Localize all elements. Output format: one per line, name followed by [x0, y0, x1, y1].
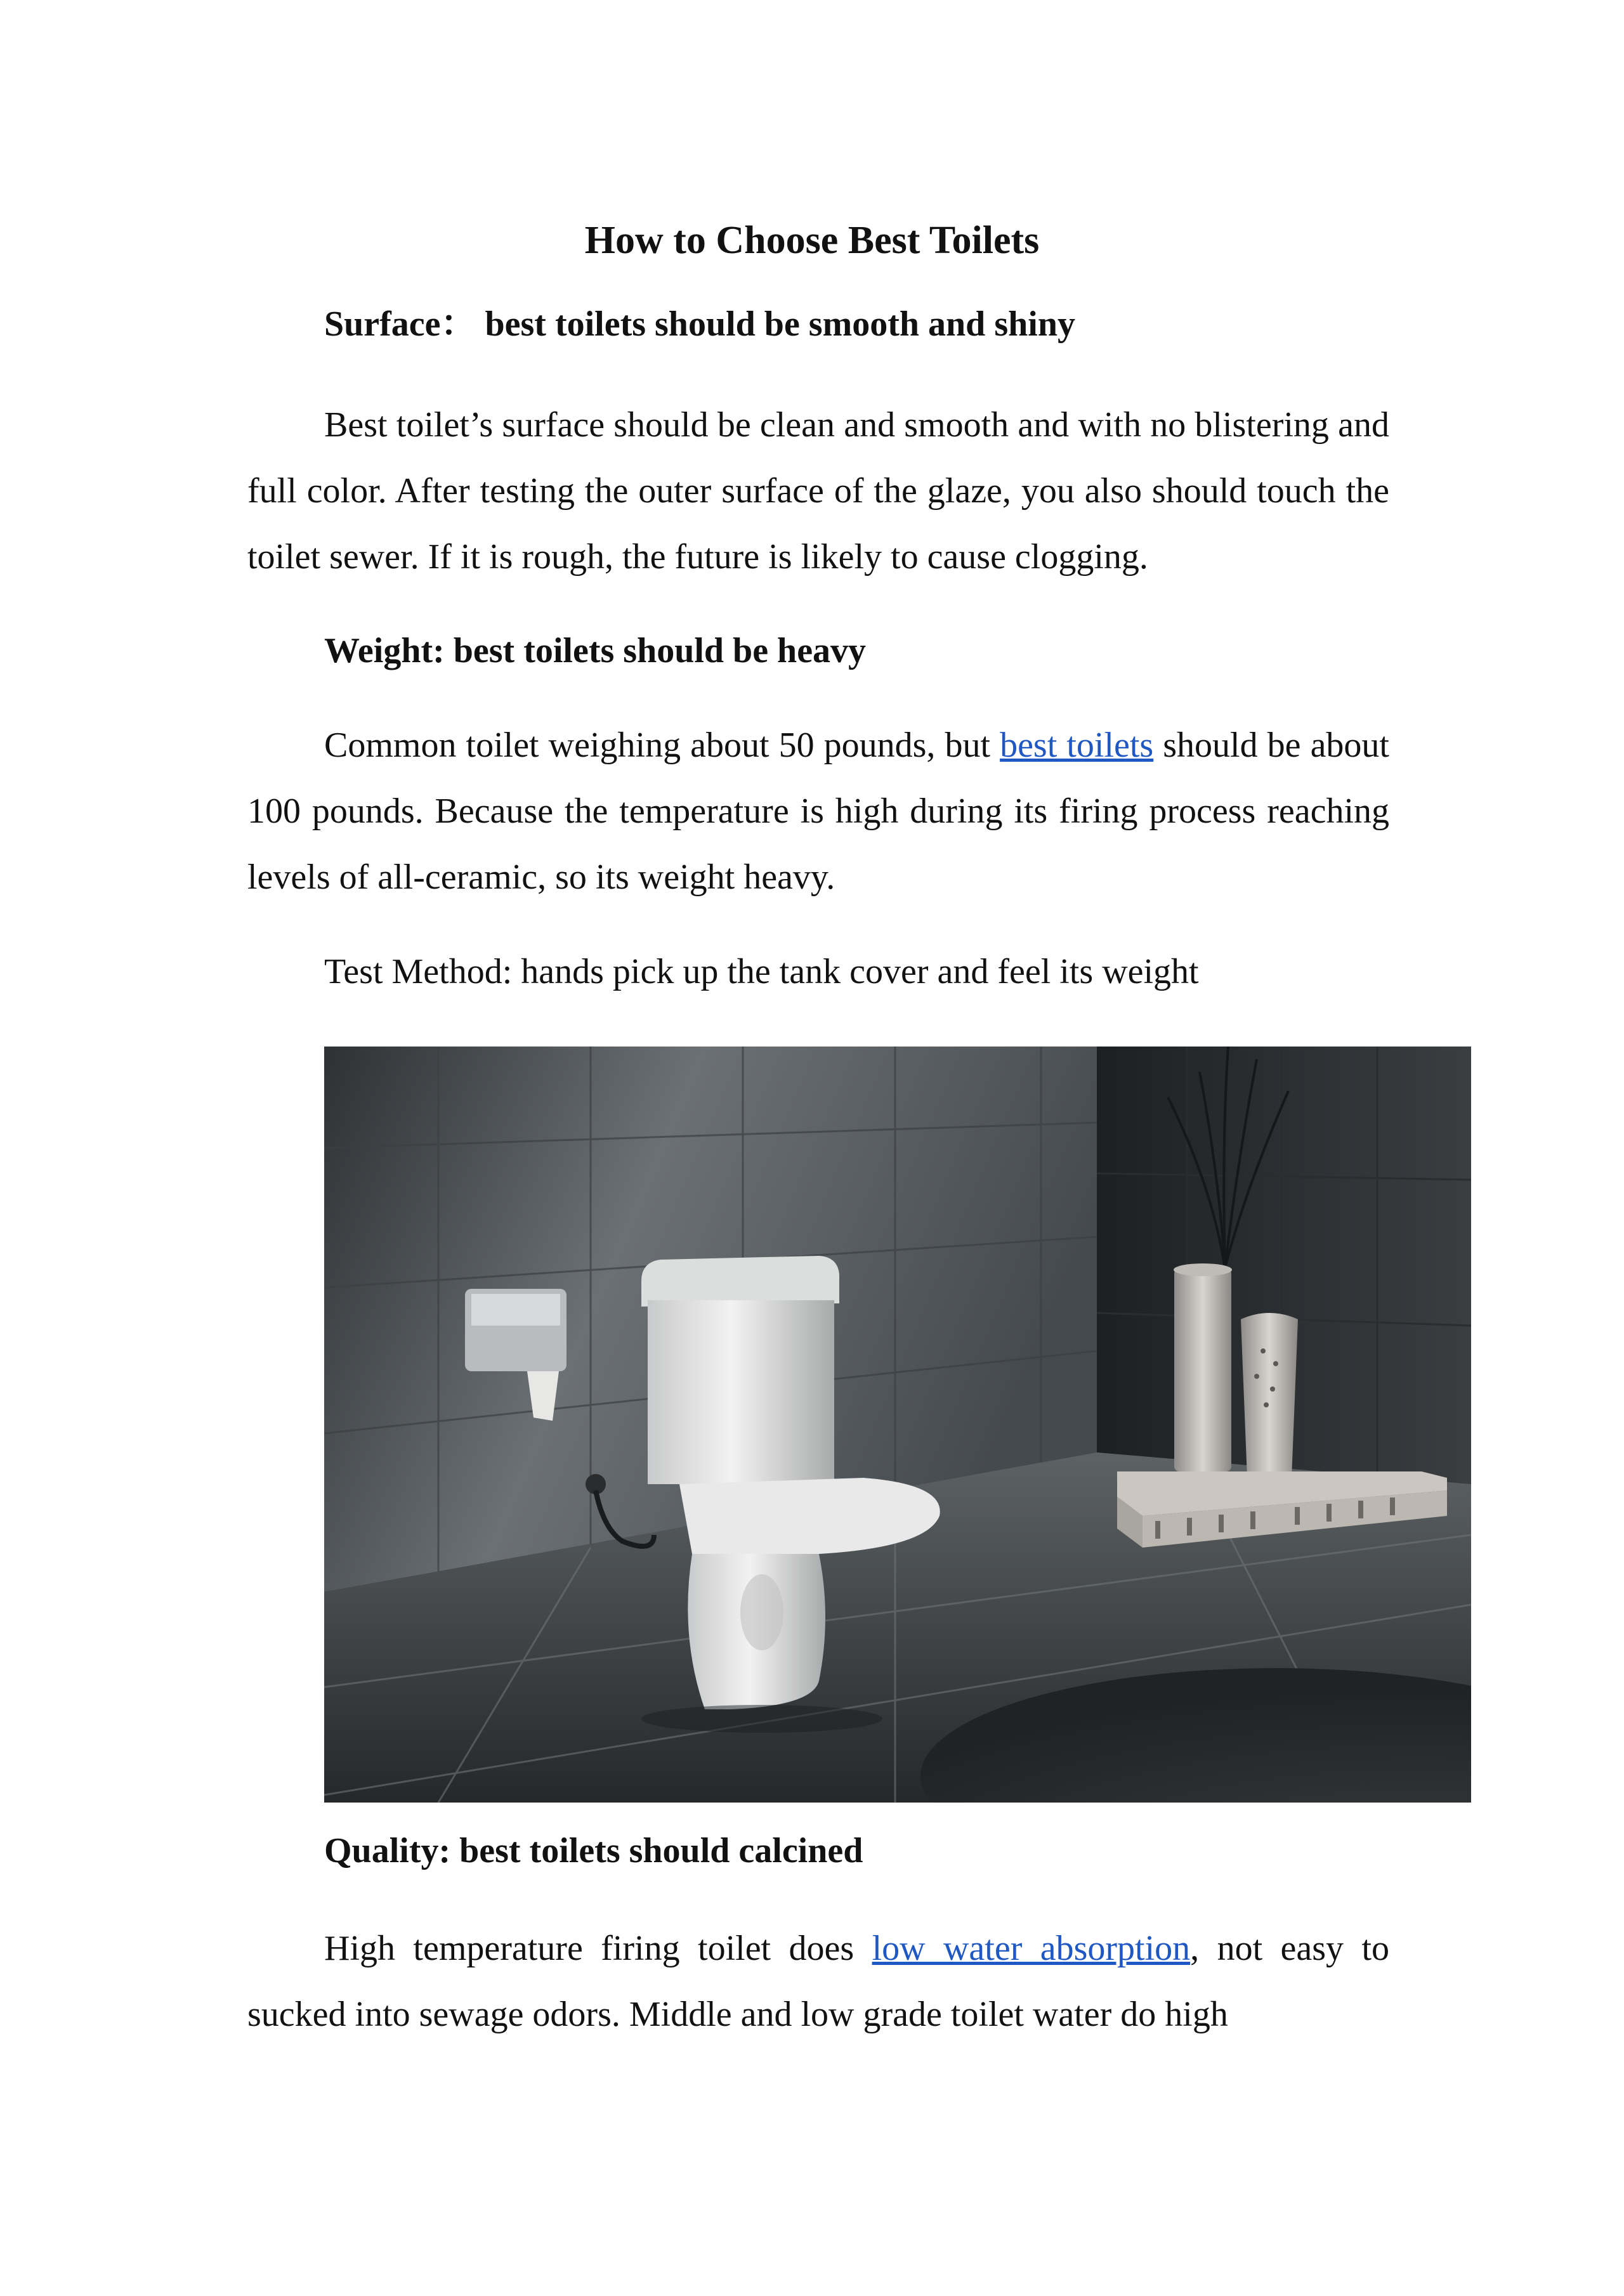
quality-text-before-link: High temperature firing toilet does [324, 1929, 872, 1968]
surface-heading: Surface： best toilets should be smooth and shiny [324, 304, 1075, 344]
weight-text-before-link: Common toilet weighing about 50 pounds, but [324, 726, 1000, 765]
short-vase [1241, 1313, 1298, 1478]
best-toilets-link[interactable]: best toilets [1000, 726, 1154, 765]
document-title: How to Choose Best Toilets [584, 218, 1040, 262]
toilet-photo-illustration [324, 1047, 1471, 1803]
weight-paragraph [247, 712, 1389, 910]
tall-vase [1174, 1263, 1232, 1471]
quality-text-after-link: , not easy to sucked into sewage odors. Middle and low grade toilet water do high [247, 1929, 1390, 2034]
low-water-absorption-link[interactable]: low water absorption [872, 1929, 1191, 1968]
toilet-photo [324, 1047, 1471, 1803]
quality-heading: Quality: best toilets should calcined [324, 1831, 863, 1870]
weight-heading: Weight: best toilets should be heavy [324, 631, 867, 670]
test-method-paragraph: Test Method: hands pick up the tank cover and feel its weight [324, 952, 1199, 991]
surface-paragraph: Best toilet’s surface should be clean and smooth and with no blistering and full color. After testing the outer surface of the glaze, you also should touch the toilet sewer. If it is rough, the future is likely to cause clogging. [247, 405, 1389, 577]
quality-paragraph [247, 1915, 1389, 2047]
weight-text-after-link: should be about 100 pounds. Because the temperature is high during its firing process reaching levels of all-ceramic, so its weight heavy. [247, 726, 1389, 897]
